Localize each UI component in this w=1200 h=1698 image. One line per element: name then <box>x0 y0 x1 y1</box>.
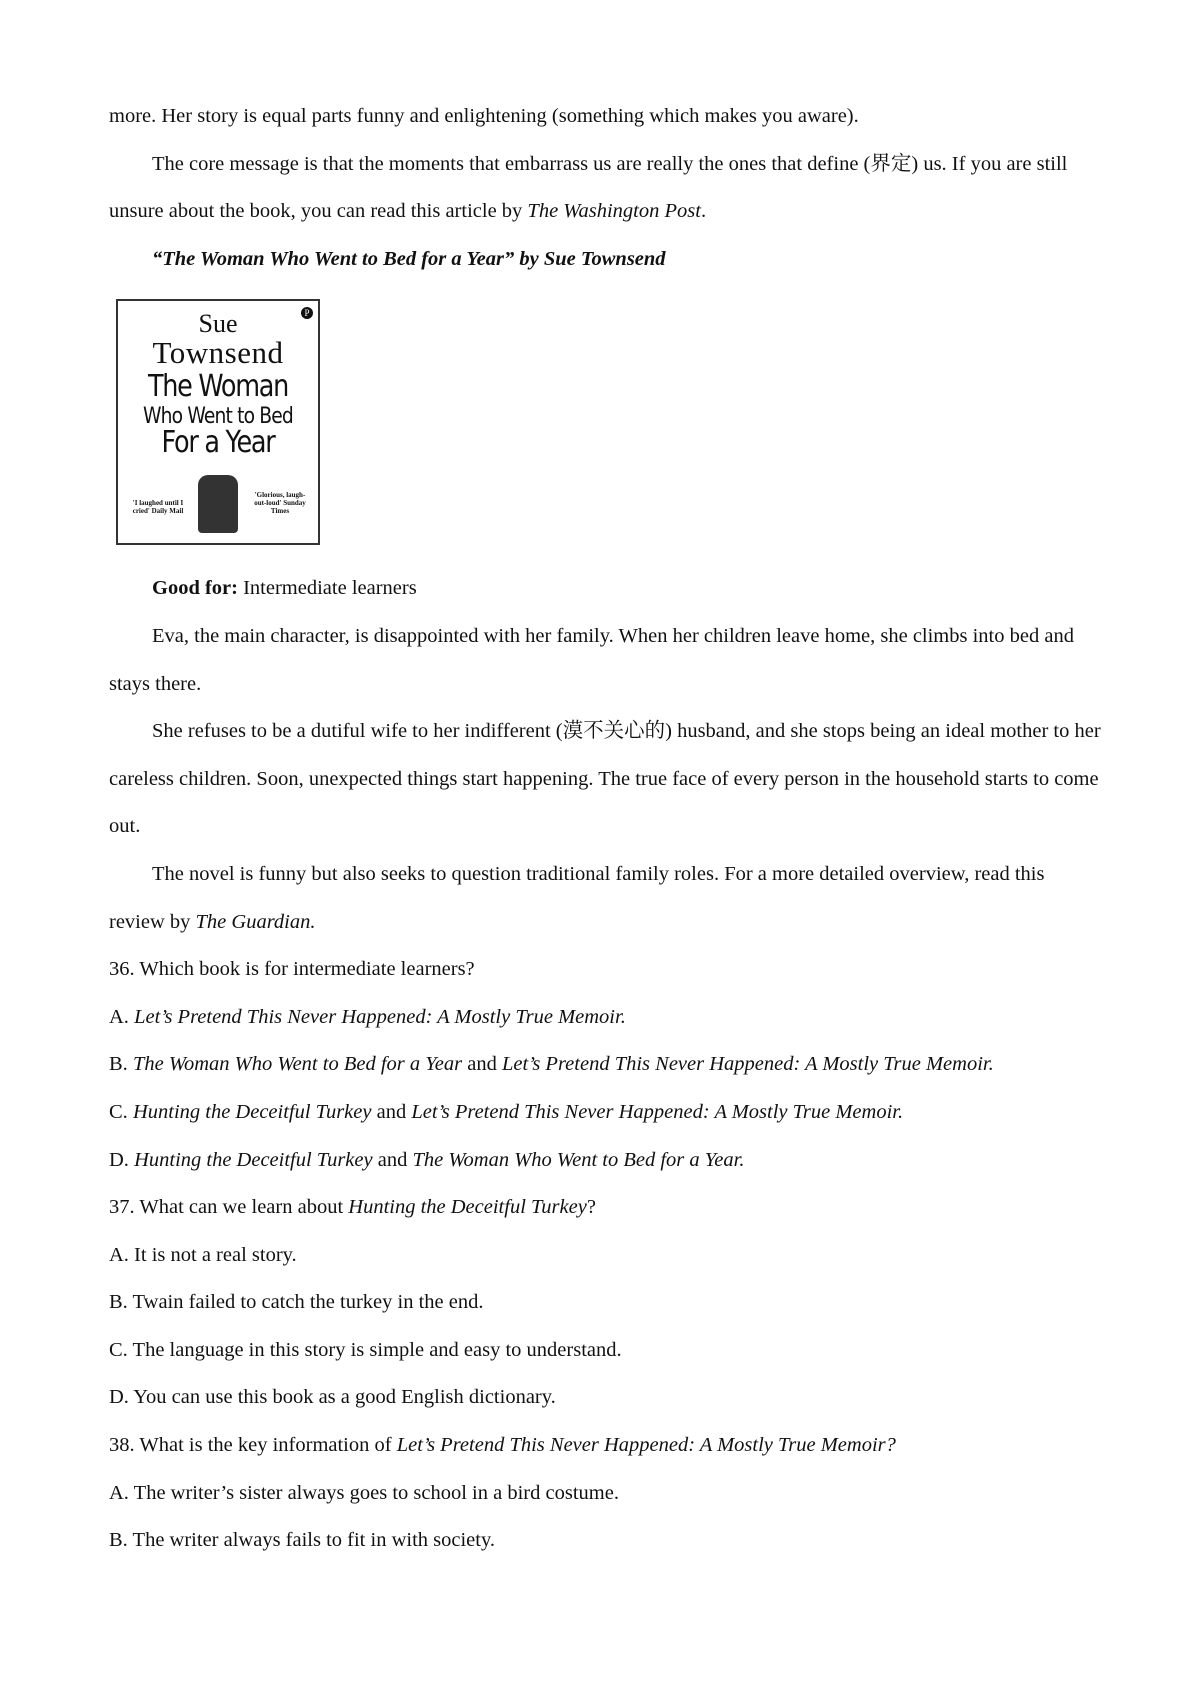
t: and <box>372 1148 413 1171</box>
option-d <box>109 1137 1104 1185</box>
t: Let’s Pretend This Never Happened: A Mostly True Memoir. <box>411 1100 904 1123</box>
option-a: A. It is not a real story. <box>109 1243 297 1266</box>
t: Let’s Pretend This Never Happened: A Mostly True Memoir. <box>134 1005 626 1028</box>
good-for <box>109 565 1104 613</box>
t: C. <box>109 1100 133 1123</box>
cover-author: Sue <box>198 309 238 339</box>
option-b <box>109 1041 1104 1089</box>
paragraph <box>109 141 1104 236</box>
document-page <box>109 93 1104 1565</box>
t: Hunting the Deceitful Turkey <box>134 1148 373 1171</box>
option-b: B. The writer always fails to fit in with society. <box>109 1529 496 1552</box>
t: and <box>462 1053 502 1076</box>
cover-title: The Woman <box>147 369 289 405</box>
t: Hunting the Deceitful Turkey <box>348 1196 587 1219</box>
penguin-logo-icon: P <box>301 307 313 319</box>
label: Good for: <box>152 577 238 600</box>
paragraph <box>109 851 1104 946</box>
option-b: B. Twain failed to catch the turkey in the end. <box>109 1291 484 1314</box>
question-38 <box>109 1422 1104 1470</box>
paragraph: more. Her story is equal parts funny and enlightening (something which makes you aware). <box>109 105 859 127</box>
text: The novel is funny but also seeks to question traditional family roles. For a more detailed overview, read this review by <box>109 862 1045 933</box>
question-37 <box>109 1184 1104 1232</box>
t: B. <box>109 1053 133 1076</box>
t: A. <box>109 1005 135 1028</box>
text: . <box>700 200 707 223</box>
t: Let’s Pretend This Never Happened: A Mostly True Memoir? <box>396 1434 896 1457</box>
option-d: D. You can use this book as a good English dictionary. <box>109 1386 556 1409</box>
cover-title: For a Year <box>161 425 275 461</box>
t: and <box>371 1100 412 1123</box>
book-cover-image <box>116 299 320 545</box>
option-a <box>109 994 1104 1042</box>
value: Intermediate learners <box>237 577 417 600</box>
option-c: C. The language in this story is simple and easy to understand. <box>109 1338 622 1361</box>
book-heading: “The Woman Who Went to Bed for a Year” by Sue Townsend <box>152 247 666 270</box>
paragraph: She refuses to be a dutiful wife to her indifferent (漠不关心的) husband, and she stops being an ideal mother to her careless children. Soon, unexpected things start happening. The true face of every person in the household starts to come out. <box>109 720 1101 838</box>
option-a: A. The writer’s sister always goes to school in a bird costume. <box>109 1481 619 1504</box>
cover-title: Who Went to Bed <box>143 404 293 430</box>
t: 38. What is the key information of <box>109 1434 397 1457</box>
t: Hunting the Deceitful Turkey <box>132 1100 372 1123</box>
source-name: The Guardian. <box>195 910 316 933</box>
t: Let’s Pretend This Never Happened: A Mostly True Memoir. <box>501 1053 994 1076</box>
t: 37. What can we learn about <box>109 1196 349 1219</box>
paragraph: Eva, the main character, is disappointed with her family. When her children leave home, she climbs into bed and stays there. <box>109 624 1074 695</box>
t: The Woman Who Went to Bed for a Year <box>132 1053 463 1076</box>
text: The core message is that the moments that embarrass us are really the ones that define (界定) us. If you are still unsure about the book, you can read this article by <box>109 152 1068 223</box>
t: D. <box>109 1148 135 1171</box>
cover-author: Townsend <box>152 335 284 371</box>
t: ? <box>586 1196 596 1219</box>
option-c <box>109 1089 1104 1137</box>
woman-in-chair-illustration <box>198 475 238 533</box>
question-36: 36. Which book is for intermediate learners? <box>109 958 475 981</box>
cover-quote: 'Glorious, laugh-out-loud' Sunday Times <box>254 491 306 516</box>
source-name: The Washington Post <box>527 200 701 223</box>
t: The Woman Who Went to Bed for a Year. <box>412 1148 745 1171</box>
cover-quote: 'I laughed until I cried' Daily Mail <box>132 499 184 516</box>
